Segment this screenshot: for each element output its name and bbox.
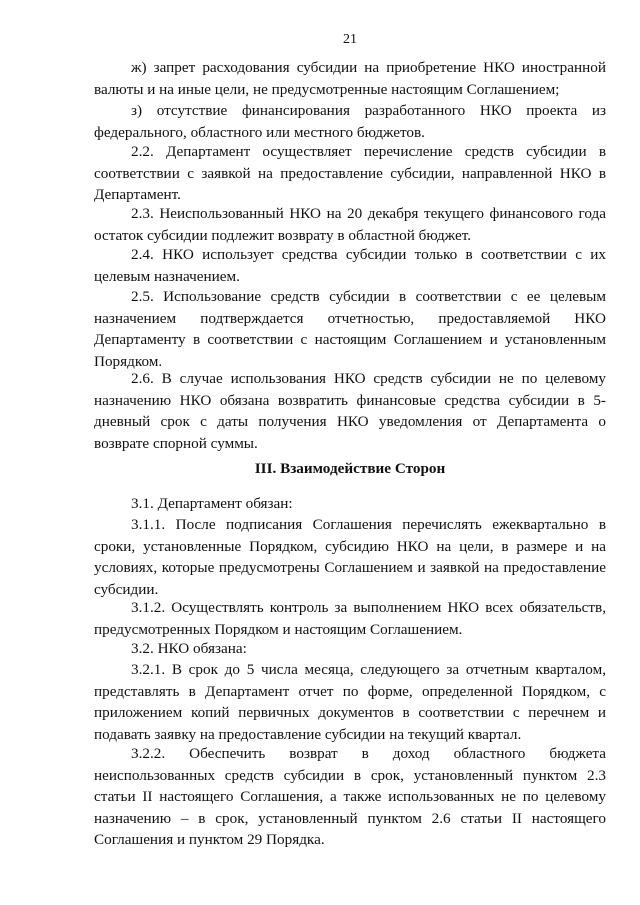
paragraph-zh: ж) запрет расходования субсидии на приобретение НКО иностранной валюты и на иные цели, не предусмотренные настоящим Соглашением;: [94, 59, 606, 98]
page-number: 21: [343, 32, 357, 47]
section-heading: III. Взаимодействие Сторон: [254, 460, 446, 477]
paragraph-2-4: 2.4. НКО использует средства субсидии только в соответствии с их целевым назначением.: [94, 246, 606, 285]
paragraph-z: з) отсутствие финансирования разработанного НКО проекта из федерального, областного или местного бюджетов.: [94, 102, 606, 141]
paragraph-2-2: 2.2. Департамент осуществляет перечисление средств субсидии в соответствии с заявкой на предоставление субсидии, направленной НКО в Департамент.: [94, 143, 606, 204]
paragraph-3-1-2: 3.1.2. Осуществлять контроль за выполнением НКО всех обязательств, предусмотренных Порядком и настоящим Соглашением.: [94, 599, 606, 638]
paragraph-3-1: 3.1. Департамент обязан:: [131, 495, 293, 512]
paragraph-3-2-2: 3.2.2. Обеспечить возврат в доход областного бюджета неиспользованных средств субсидии в срок, установленный пунктом 2.3 статьи II настоящего Соглашения, а также использованных не по целевому назначению – в срок, установленный пунктом 2.6 статьи II настоящего Соглашения и пунктом 29 Порядка.: [94, 745, 606, 849]
paragraph-3-2: 3.2. НКО обязана:: [131, 640, 247, 657]
paragraph-3-1-1: 3.1.1. После подписания Соглашения перечислять ежеквартально в сроки, установленные Порядком, субсидию НКО на цели, в размере и на условиях, которые предусмотрены Соглашением и заявкой на предоставление субсидии.: [94, 516, 606, 598]
paragraph-2-3: 2.3. Неиспользованный НКО на 20 декабря текущего финансового года остаток субсидии подлежит возврату в областной бюджет.: [94, 205, 606, 244]
paragraph-2-6: 2.6. В случае использования НКО средств субсидии не по целевому назначению НКО обязана возвратить финансовые средства субсидии в 5-дневный срок с даты получения НКО уведомления от Департамента о возврате спорной суммы.: [94, 370, 606, 452]
paragraph-3-2-1: 3.2.1. В срок до 5 числа месяца, следующего за отчетным кварталом, представлять в Департамент отчет по форме, определенной Порядком, с приложением копий первичных документов в соответствии с перечнем и подавать заявку на предоставление субсидии на текущий квартал.: [94, 661, 606, 743]
paragraph-2-5: 2.5. Использование средств субсидии в соответствии с ее целевым назначением подтверждается отчетностью, предоставляемой НКО Департаменту в соответствии с настоящим Соглашением и установленным Порядком.: [94, 288, 606, 370]
